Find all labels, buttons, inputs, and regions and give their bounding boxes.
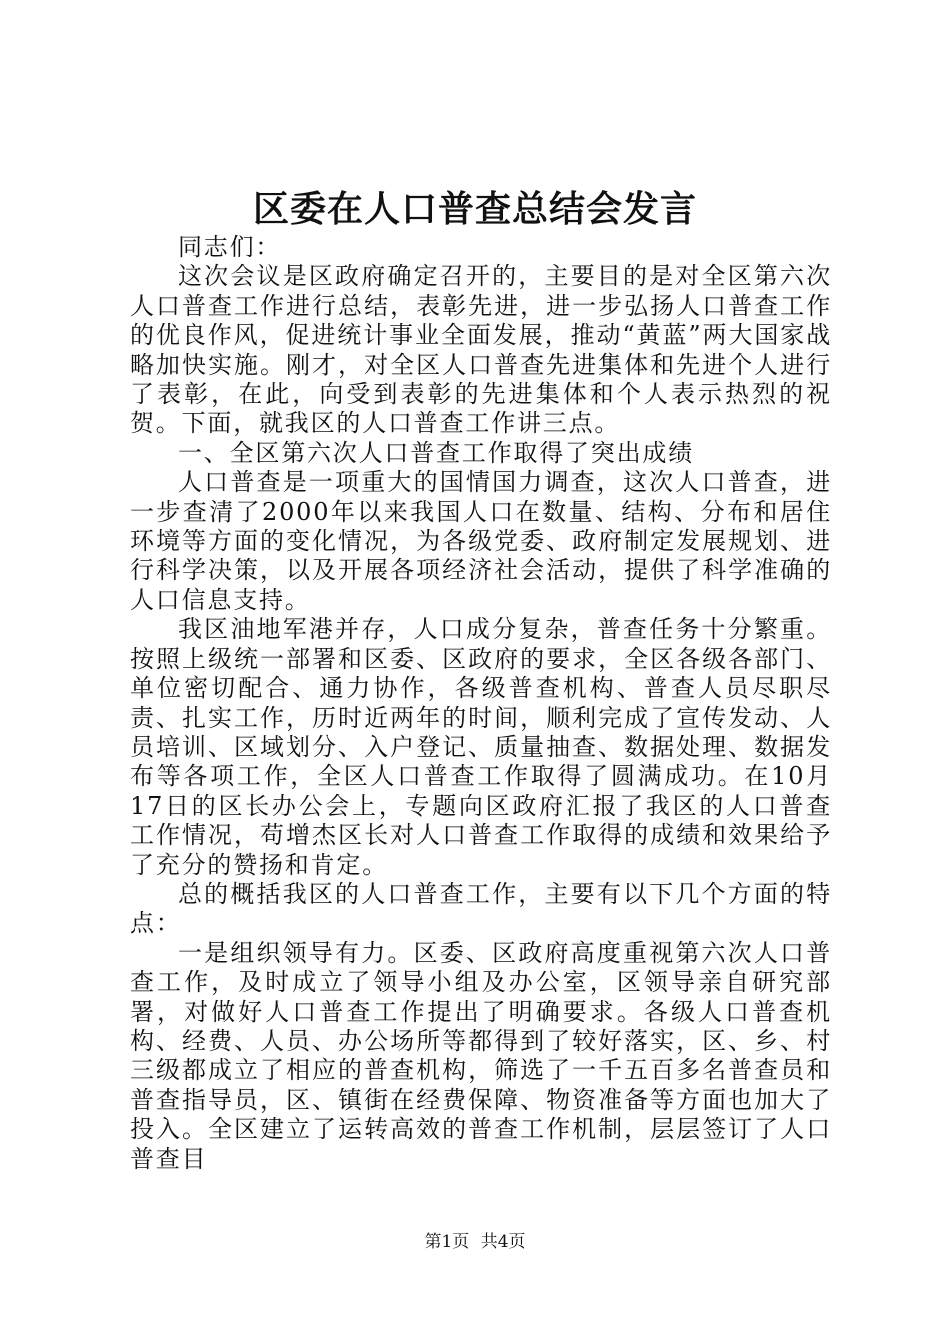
document-body: [130, 233, 832, 1174]
page-footer: [0, 1230, 950, 1254]
body-paragraph: 一是组织领导有力。区委、区政府高度重视第六次人口普查工作，及时成立了领导小组及办公室，区领导亲自研究部署，对做好人口普查工作提出了明确要求。各级人口普查机构、经费、人员、办公场所等都得到了较好落实，区、乡、村三级都成立了相应的普查机构，筛选了一千五百多名普查员和普查指导员，区、镇街在经费保障、物资准备等方面也加大了投入。全区建立了运转高效的普查工作机制，层层签订了人口普查目: [130, 938, 832, 1173]
document-title: 区委在人口普查总结会发言: [252, 188, 697, 230]
section-heading-1: 一、全区第六次人口普查工作取得了突出成绩: [178, 438, 694, 467]
page-total: 共4页: [480, 1232, 526, 1252]
body-paragraph: 我区油地军港并存，人口成分复杂，普查任务十分繁重。按照上级统一部署和区委、区政府的要求，全区各级各部门、单位密切配合、通力协作，各级普查机构、普查人员尽职尽责、扎实工作，历时近两年的时间，顺利完成了宣传发动、人员培训、区域划分、入户登记、质量抽查、数据处理、数据发布等各项工作，全区人口普查工作取得了圆满成功。在10月17日的区长办公会上，专题向区政府汇报了我区的人口普查工作情况，苟增杰区长对人口普查工作取得的成绩和效果给予了充分的赞扬和肯定。: [130, 615, 832, 879]
intro-paragraph: 这次会议是区政府确定召开的，主要目的是对全区第六次人口普查工作进行总结，表彰先进，进一步弘扬人口普查工作的优良作风，促进统计事业全面发展，推动“黄蓝”两大国家战略加快实施。刚才，对全区人口普查先进集体和先进个人进行了表彰，在此，向受到表彰的先进集体和个人表示热烈的祝贺。下面，就我区的人口普查工作讲三点。: [130, 262, 832, 438]
salutation-paragraph: 同志们：: [178, 233, 282, 261]
body-paragraph: 总的概括我区的人口普查工作，主要有以下几个方面的特点：: [130, 879, 832, 938]
body-paragraph: 人口普查是一项重大的国情国力调查，这次人口普查，进一步查清了2000年以来我国人口在数量、结构、分布和居住环境等方面的变化情况，为各级党委、政府制定发展规划、进行科学决策，以及开展各项经济社会活动，提供了科学准确的人口信息支持。: [130, 468, 832, 614]
page-number: 第1页: [424, 1232, 470, 1252]
